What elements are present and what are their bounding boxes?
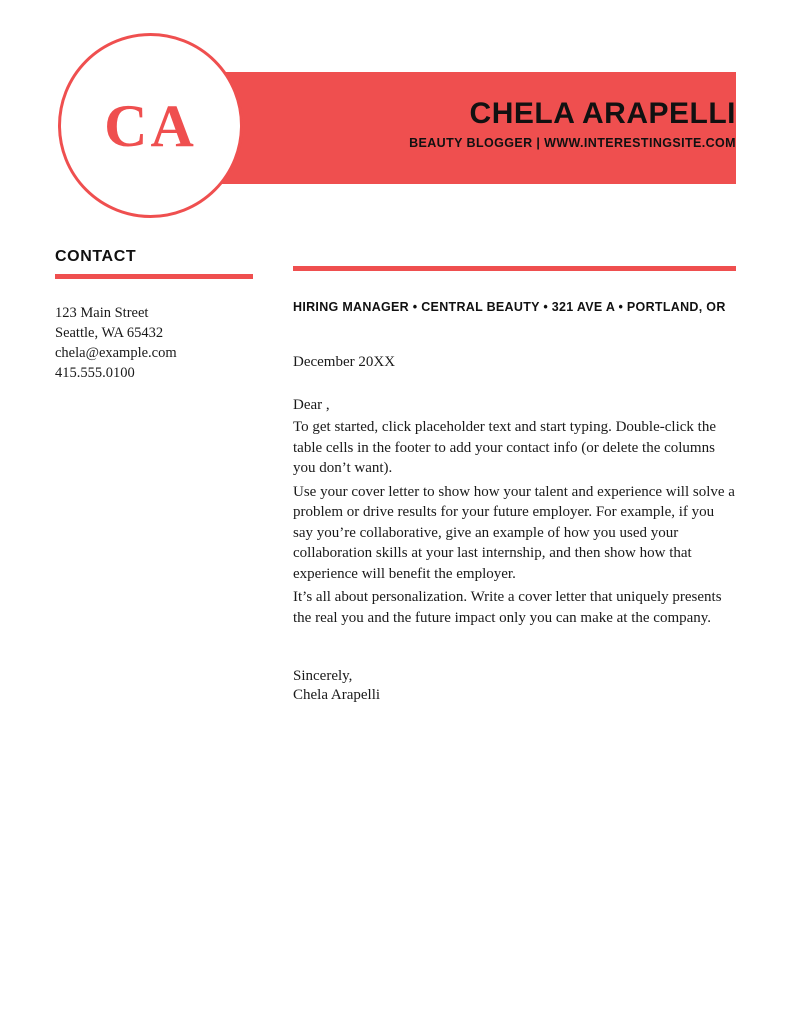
letter-paragraph: To get started, click placeholder text and start typing. Double-click the table cells in the footer to add your contact info (or delete the columns you don’t want). [293, 419, 716, 477]
contact-city-state-zip: Seattle, WA 65432 [55, 325, 164, 341]
contact-details [55, 303, 255, 383]
monogram-initials: CA [104, 92, 197, 159]
page-title: CHELA ARAPELLI [469, 97, 736, 130]
header-title-block [256, 97, 736, 150]
letter-paragraph: It’s all about personalization. Write a cover letter that uniquely presents the real you and the future impact only you can make at the company. [293, 589, 722, 626]
header-tagline: BEAUTY BLOGGER | WWW.INTERESTINGSITE.COM [409, 136, 736, 150]
contact-email: chela@example.com [55, 345, 177, 361]
document-header [0, 0, 791, 215]
monogram-badge [58, 33, 243, 218]
contact-heading: CONTACT [55, 248, 137, 265]
letter-paragraph: Use your cover letter to show how your talent and experience will solve a problem or drive results for your future employer. For example, if you say you’re collaborative, give an example of how you used your collaboration skills at your last internship, and then show how that experience will benefit the employer. [293, 483, 735, 582]
cover-letter-body [293, 266, 736, 704]
contact-phone: 415.555.0100 [55, 365, 135, 381]
contact-street: 123 Main Street [55, 305, 149, 321]
letter-closing: Sincerely, [293, 668, 353, 685]
letter-top-rule [293, 266, 736, 271]
contact-heading-rule [55, 274, 253, 279]
recipient-line: HIRING MANAGER • CENTRAL BEAUTY • 321 AVE A • PORTLAND, OR [293, 300, 726, 314]
letter-date: December 20XX [293, 354, 396, 370]
letter-signature: Chela Arapelli [293, 687, 381, 704]
contact-sidebar [55, 248, 255, 383]
letter-salutation: Dear , [293, 397, 330, 413]
